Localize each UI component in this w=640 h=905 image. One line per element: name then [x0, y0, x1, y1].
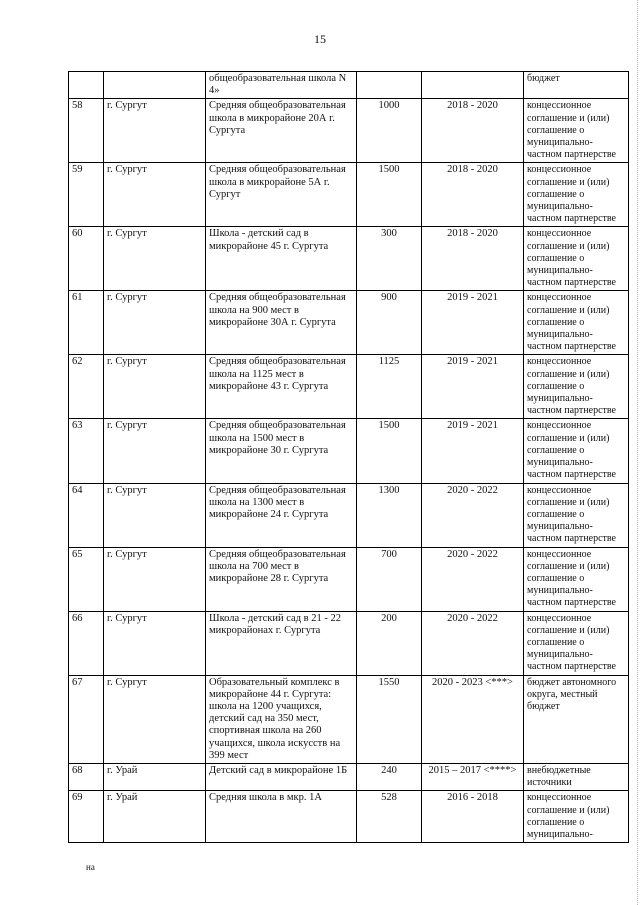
funding-cell: концессионное соглашение и (или) соглашение о муниципально-частном партнерстве [524, 291, 629, 355]
capacity-cell: 240 [357, 763, 422, 790]
capacity-cell: 700 [357, 547, 422, 611]
years-cell: 2015 – 2017 <****> [422, 763, 524, 790]
page-edge-line [636, 0, 638, 905]
years-cell: 2018 - 2020 [422, 227, 524, 291]
funding-cell: концессионное соглашение и (или) соглашение о муниципально-частном партнерстве [524, 419, 629, 483]
row-number-cell: 69 [69, 791, 104, 843]
funding-cell: бюджет автономного округа, местный бюджет [524, 675, 629, 763]
table-row [69, 72, 629, 99]
row-number-cell: 59 [69, 163, 104, 227]
facility-name-cell: Средняя общеобразовательная школа на 1300 мест в микрорайоне 24 г. Сургута [206, 483, 357, 547]
table-row [69, 791, 629, 843]
years-cell: 2019 - 2021 [422, 419, 524, 483]
capacity-cell: 1550 [357, 675, 422, 763]
funding-cell: концессионное соглашение и (или) соглашение о муниципально-частном партнерстве [524, 227, 629, 291]
funding-cell: концессионное соглашение и (или) соглашение о муниципально-частном партнерстве [524, 611, 629, 675]
years-cell: 2020 - 2022 [422, 547, 524, 611]
capacity-cell: 1300 [357, 483, 422, 547]
years-cell: 2018 - 2020 [422, 99, 524, 163]
row-number-cell: 68 [69, 763, 104, 790]
years-cell [422, 72, 524, 99]
facility-name-cell: Средняя общеобразовательная школа на 1125 мест в микрорайоне 43 г. Сургута [206, 355, 357, 419]
city-cell: г. Сургут [104, 547, 206, 611]
facility-name-cell: Средняя общеобразовательная школа на 700 мест в микрорайоне 28 г. Сургута [206, 547, 357, 611]
row-number-cell [69, 72, 104, 99]
funding-cell: концессионное соглашение и (или) соглашение о муниципально-частном партнерстве [524, 355, 629, 419]
table-row [69, 675, 629, 763]
years-cell: 2016 - 2018 [422, 791, 524, 843]
table-row [69, 611, 629, 675]
capacity-cell [357, 72, 422, 99]
capacity-cell: 1125 [357, 355, 422, 419]
facility-name-cell: Школа - детский сад в микрорайоне 45 г. Сургута [206, 227, 357, 291]
facility-name-cell: Школа - детский сад в 21 - 22 микрорайонах г. Сургута [206, 611, 357, 675]
table-row [69, 355, 629, 419]
city-cell: г. Сургут [104, 675, 206, 763]
facilities-table [68, 71, 629, 843]
row-number-cell: 62 [69, 355, 104, 419]
table-row [69, 483, 629, 547]
facility-name-cell: Средняя общеобразовательная школа в микрорайоне 20А г. Сургута [206, 99, 357, 163]
row-number-cell: 64 [69, 483, 104, 547]
facility-name-cell: общеобразовательная школа N 4» [206, 72, 357, 99]
table-row [69, 227, 629, 291]
funding-cell: концессионное соглашение и (или) соглашение о муниципально-частном партнерстве [524, 547, 629, 611]
city-cell: г. Сургут [104, 483, 206, 547]
table-row [69, 163, 629, 227]
capacity-cell: 300 [357, 227, 422, 291]
table-row [69, 763, 629, 790]
capacity-cell: 528 [357, 791, 422, 843]
years-cell: 2019 - 2021 [422, 355, 524, 419]
funding-cell: внебюджетные источники [524, 763, 629, 790]
row-number-cell: 60 [69, 227, 104, 291]
capacity-cell: 1000 [357, 99, 422, 163]
city-cell: г. Сургут [104, 611, 206, 675]
facility-name-cell: Детский сад в микрорайоне 1Б [206, 763, 357, 790]
capacity-cell: 1500 [357, 163, 422, 227]
city-cell: г. Сургут [104, 99, 206, 163]
years-cell: 2020 - 2022 [422, 611, 524, 675]
funding-cell: концессионное соглашение и (или) соглашение о муниципально-частном партнерстве [524, 483, 629, 547]
capacity-cell: 900 [357, 291, 422, 355]
city-cell: г. Урай [104, 791, 206, 843]
table-row [69, 419, 629, 483]
page-number: 15 [314, 32, 326, 46]
facility-name-cell: Средняя общеобразовательная школа на 1500 мест в микрорайоне 30 г. Сургута [206, 419, 357, 483]
row-number-cell: 58 [69, 99, 104, 163]
row-number-cell: 61 [69, 291, 104, 355]
row-number-cell: 63 [69, 419, 104, 483]
facility-name-cell: Средняя общеобразовательная школа в микрорайоне 5А г. Сургут [206, 163, 357, 227]
row-number-cell: 67 [69, 675, 104, 763]
facility-name-cell: Образовательный комплекс в микрорайоне 44 г. Сургута: школа на 1200 учащихся, детский сад на 350 мест, спортивная школа на 260 учащихся, школа искусств на 399 мест [206, 675, 357, 763]
table-body [69, 72, 629, 843]
funding-cell: концессионное соглашение и (или) соглашение о муниципально- [524, 791, 629, 843]
years-cell: 2020 - 2023 <***> [422, 675, 524, 763]
capacity-cell: 1500 [357, 419, 422, 483]
facility-name-cell: Средняя школа в мкр. 1А [206, 791, 357, 843]
capacity-cell: 200 [357, 611, 422, 675]
funding-cell: концессионное соглашение и (или) соглашение о муниципально-частном партнерстве [524, 163, 629, 227]
table-row [69, 99, 629, 163]
funding-cell: концессионное соглашение и (или) соглашение о муниципально-частном партнерстве [524, 99, 629, 163]
city-cell: г. Сургут [104, 163, 206, 227]
years-cell: 2019 - 2021 [422, 291, 524, 355]
row-number-cell: 66 [69, 611, 104, 675]
facility-name-cell: Средняя общеобразовательная школа на 900 мест в микрорайоне 30А г. Сургута [206, 291, 357, 355]
page-footer-text: на [86, 862, 95, 872]
funding-cell: бюджет [524, 72, 629, 99]
city-cell: г. Сургут [104, 355, 206, 419]
years-cell: 2020 - 2022 [422, 483, 524, 547]
city-cell [104, 72, 206, 99]
city-cell: г. Сургут [104, 291, 206, 355]
table-row [69, 547, 629, 611]
city-cell: г. Урай [104, 763, 206, 790]
table-row [69, 291, 629, 355]
years-cell: 2018 - 2020 [422, 163, 524, 227]
city-cell: г. Сургут [104, 419, 206, 483]
city-cell: г. Сургут [104, 227, 206, 291]
row-number-cell: 65 [69, 547, 104, 611]
